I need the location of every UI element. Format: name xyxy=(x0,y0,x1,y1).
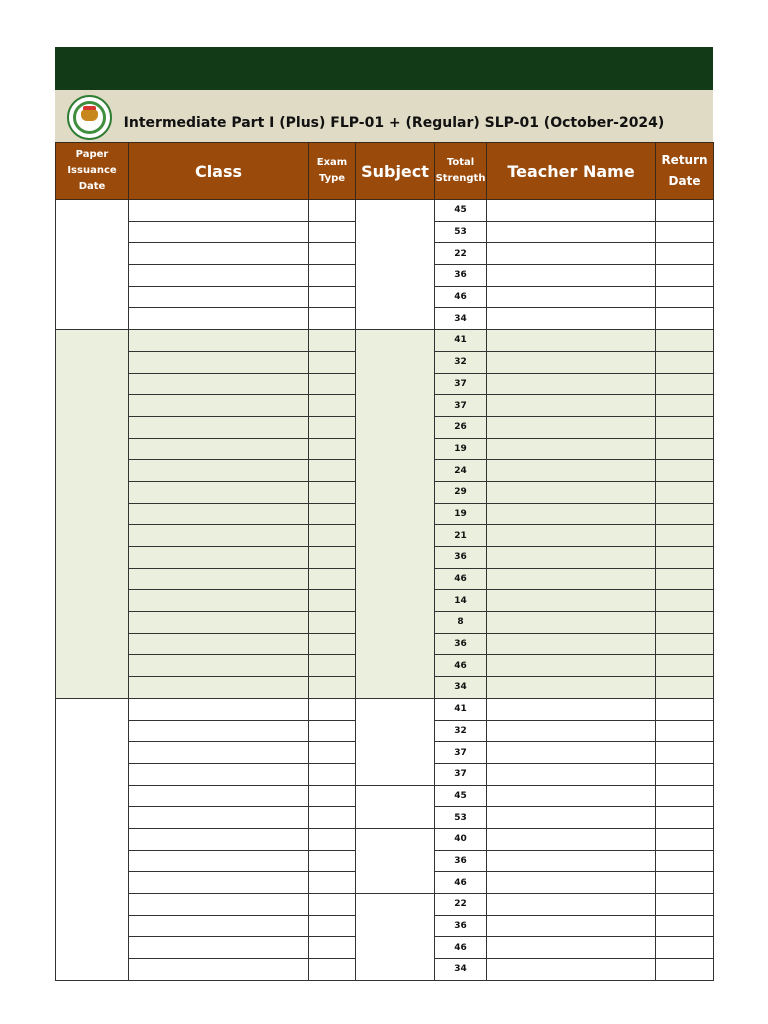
teacher-name-cell[interactable] xyxy=(487,503,656,525)
title-bar xyxy=(55,90,713,142)
total-strength-cell: 41 xyxy=(435,698,487,720)
total-strength-cell: 45 xyxy=(435,785,487,807)
table-row xyxy=(56,698,714,720)
exam-type-cell[interactable] xyxy=(309,894,356,916)
exam-type-cell[interactable] xyxy=(309,959,356,981)
exam-sheet xyxy=(55,47,713,981)
exam-type-cell[interactable] xyxy=(309,243,356,265)
exam-type-cell[interactable] xyxy=(309,308,356,330)
return-date-cell[interactable] xyxy=(656,763,714,785)
exam-type-cell[interactable] xyxy=(309,763,356,785)
return-date-cell[interactable] xyxy=(656,351,714,373)
exam-type-cell[interactable] xyxy=(309,655,356,677)
exam-type-cell[interactable] xyxy=(309,807,356,829)
total-strength-cell: 41 xyxy=(435,330,487,352)
class-cell[interactable] xyxy=(129,351,309,373)
exam-type-cell[interactable] xyxy=(309,525,356,547)
subject-cell[interactable] xyxy=(356,894,435,981)
class-cell[interactable] xyxy=(129,438,309,460)
exam-type-cell[interactable] xyxy=(309,590,356,612)
teacher-name-cell[interactable] xyxy=(487,568,656,590)
teacher-name-cell[interactable] xyxy=(487,655,656,677)
class-cell[interactable] xyxy=(129,416,309,438)
return-date-cell[interactable] xyxy=(656,612,714,634)
teacher-name-cell[interactable] xyxy=(487,612,656,634)
class-cell[interactable] xyxy=(129,547,309,569)
issuance-table xyxy=(55,142,714,981)
subject-cell[interactable] xyxy=(356,828,435,893)
class-cell[interactable] xyxy=(129,850,309,872)
return-date-cell[interactable] xyxy=(656,373,714,395)
exam-type-cell[interactable] xyxy=(309,481,356,503)
return-date-cell[interactable] xyxy=(656,894,714,916)
teacher-name-cell[interactable] xyxy=(487,200,656,222)
return-date-cell[interactable] xyxy=(656,330,714,352)
teacher-name-cell[interactable] xyxy=(487,633,656,655)
exam-type-cell[interactable] xyxy=(309,438,356,460)
teacher-name-cell[interactable] xyxy=(487,460,656,482)
return-date-cell[interactable] xyxy=(656,460,714,482)
total-strength-cell: 32 xyxy=(435,351,487,373)
total-strength-cell: 37 xyxy=(435,742,487,764)
return-date-cell[interactable] xyxy=(656,200,714,222)
total-strength-cell: 19 xyxy=(435,503,487,525)
total-strength-cell: 37 xyxy=(435,373,487,395)
class-cell[interactable] xyxy=(129,525,309,547)
class-cell[interactable] xyxy=(129,742,309,764)
teacher-name-cell[interactable] xyxy=(487,481,656,503)
total-strength-cell: 29 xyxy=(435,481,487,503)
class-cell[interactable] xyxy=(129,915,309,937)
total-strength-cell: 8 xyxy=(435,612,487,634)
teacher-name-cell[interactable] xyxy=(487,763,656,785)
total-strength-cell: 22 xyxy=(435,894,487,916)
teacher-name-cell[interactable] xyxy=(487,416,656,438)
table-body xyxy=(56,200,714,981)
header-class: Class xyxy=(129,143,309,200)
class-cell[interactable] xyxy=(129,330,309,352)
return-date-cell[interactable] xyxy=(656,286,714,308)
exam-type-cell[interactable] xyxy=(309,742,356,764)
total-strength-cell: 46 xyxy=(435,872,487,894)
return-date-cell[interactable] xyxy=(656,590,714,612)
exam-type-cell[interactable] xyxy=(309,872,356,894)
class-cell[interactable] xyxy=(129,373,309,395)
teacher-name-cell[interactable] xyxy=(487,221,656,243)
subject-cell[interactable] xyxy=(356,785,435,828)
teacher-name-cell[interactable] xyxy=(487,265,656,287)
class-cell[interactable] xyxy=(129,590,309,612)
teacher-name-cell[interactable] xyxy=(487,850,656,872)
total-strength-cell: 53 xyxy=(435,807,487,829)
table-row xyxy=(56,828,714,850)
class-cell[interactable] xyxy=(129,959,309,981)
return-date-cell[interactable] xyxy=(656,785,714,807)
teacher-name-cell[interactable] xyxy=(487,807,656,829)
teacher-name-cell[interactable] xyxy=(487,243,656,265)
header-teacher-name: Teacher Name xyxy=(487,143,656,200)
exam-type-cell[interactable] xyxy=(309,828,356,850)
exam-type-cell[interactable] xyxy=(309,416,356,438)
class-cell[interactable] xyxy=(129,807,309,829)
teacher-name-cell[interactable] xyxy=(487,677,656,699)
return-date-cell[interactable] xyxy=(656,308,714,330)
total-strength-cell: 36 xyxy=(435,265,487,287)
exam-type-cell[interactable] xyxy=(309,612,356,634)
teacher-name-cell[interactable] xyxy=(487,286,656,308)
class-cell[interactable] xyxy=(129,720,309,742)
return-date-cell[interactable] xyxy=(656,265,714,287)
class-cell[interactable] xyxy=(129,612,309,634)
table-row xyxy=(56,785,714,807)
teacher-name-cell[interactable] xyxy=(487,915,656,937)
return-date-cell[interactable] xyxy=(656,221,714,243)
teacher-name-cell[interactable] xyxy=(487,959,656,981)
teacher-name-cell[interactable] xyxy=(487,872,656,894)
total-strength-cell: 45 xyxy=(435,200,487,222)
exam-type-cell[interactable] xyxy=(309,915,356,937)
teacher-name-cell[interactable] xyxy=(487,720,656,742)
sheet-title: Intermediate Part I (Plus) FLP-01 + (Regular) SLP-01 (October-2024) xyxy=(123,115,665,131)
class-cell[interactable] xyxy=(129,265,309,287)
return-date-cell[interactable] xyxy=(656,959,714,981)
teacher-name-cell[interactable] xyxy=(487,525,656,547)
header-return-date: Return Date xyxy=(656,143,714,200)
table-row xyxy=(56,894,714,916)
return-date-cell[interactable] xyxy=(656,243,714,265)
exam-type-cell[interactable] xyxy=(309,677,356,699)
class-cell[interactable] xyxy=(129,481,309,503)
exam-type-cell[interactable] xyxy=(309,460,356,482)
table-row xyxy=(56,330,714,352)
total-strength-cell: 26 xyxy=(435,416,487,438)
total-strength-cell: 37 xyxy=(435,395,487,417)
return-date-cell[interactable] xyxy=(656,568,714,590)
class-cell[interactable] xyxy=(129,503,309,525)
return-date-cell[interactable] xyxy=(656,828,714,850)
exam-type-cell[interactable] xyxy=(309,547,356,569)
teacher-name-cell[interactable] xyxy=(487,308,656,330)
return-date-cell[interactable] xyxy=(656,525,714,547)
subject-cell[interactable] xyxy=(356,698,435,785)
total-strength-cell: 34 xyxy=(435,959,487,981)
total-strength-cell: 22 xyxy=(435,243,487,265)
total-strength-cell: 37 xyxy=(435,763,487,785)
total-strength-cell: 32 xyxy=(435,720,487,742)
class-cell[interactable] xyxy=(129,763,309,785)
class-cell[interactable] xyxy=(129,286,309,308)
return-date-cell[interactable] xyxy=(656,742,714,764)
exam-type-cell[interactable] xyxy=(309,330,356,352)
exam-type-cell[interactable] xyxy=(309,351,356,373)
total-strength-cell: 53 xyxy=(435,221,487,243)
exam-type-cell[interactable] xyxy=(309,937,356,959)
return-date-cell[interactable] xyxy=(656,481,714,503)
class-cell[interactable] xyxy=(129,698,309,720)
teacher-name-cell[interactable] xyxy=(487,330,656,352)
return-date-cell[interactable] xyxy=(656,720,714,742)
teacher-name-cell[interactable] xyxy=(487,785,656,807)
paper-date-cell[interactable] xyxy=(56,330,129,699)
total-strength-cell: 46 xyxy=(435,655,487,677)
total-strength-cell: 46 xyxy=(435,568,487,590)
teacher-name-cell[interactable] xyxy=(487,590,656,612)
class-cell[interactable] xyxy=(129,568,309,590)
class-cell[interactable] xyxy=(129,395,309,417)
exam-type-cell[interactable] xyxy=(309,568,356,590)
return-date-cell[interactable] xyxy=(656,850,714,872)
class-cell[interactable] xyxy=(129,221,309,243)
total-strength-cell: 40 xyxy=(435,828,487,850)
total-strength-cell: 46 xyxy=(435,937,487,959)
teacher-name-cell[interactable] xyxy=(487,894,656,916)
teacher-name-cell[interactable] xyxy=(487,351,656,373)
teacher-name-cell[interactable] xyxy=(487,828,656,850)
exam-type-cell[interactable] xyxy=(309,395,356,417)
total-strength-cell: 36 xyxy=(435,850,487,872)
header-exam-type: Exam Type xyxy=(309,143,356,200)
total-strength-cell: 36 xyxy=(435,915,487,937)
class-cell[interactable] xyxy=(129,308,309,330)
return-date-cell[interactable] xyxy=(656,872,714,894)
exam-type-cell[interactable] xyxy=(309,286,356,308)
total-strength-cell: 34 xyxy=(435,677,487,699)
class-cell[interactable] xyxy=(129,872,309,894)
return-date-cell[interactable] xyxy=(656,937,714,959)
total-strength-cell: 19 xyxy=(435,438,487,460)
return-date-cell[interactable] xyxy=(656,547,714,569)
class-cell[interactable] xyxy=(129,655,309,677)
table-row xyxy=(56,200,714,222)
class-cell[interactable] xyxy=(129,785,309,807)
exam-type-cell[interactable] xyxy=(309,503,356,525)
class-cell[interactable] xyxy=(129,828,309,850)
teacher-name-cell[interactable] xyxy=(487,395,656,417)
total-strength-cell: 14 xyxy=(435,590,487,612)
teacher-name-cell[interactable] xyxy=(487,698,656,720)
header-row xyxy=(56,143,714,200)
class-cell[interactable] xyxy=(129,894,309,916)
total-strength-cell: 24 xyxy=(435,460,487,482)
return-date-cell[interactable] xyxy=(656,655,714,677)
teacher-name-cell[interactable] xyxy=(487,742,656,764)
total-strength-cell: 21 xyxy=(435,525,487,547)
return-date-cell[interactable] xyxy=(656,395,714,417)
return-date-cell[interactable] xyxy=(656,503,714,525)
total-strength-cell: 34 xyxy=(435,308,487,330)
exam-type-cell[interactable] xyxy=(309,265,356,287)
class-cell[interactable] xyxy=(129,633,309,655)
class-cell[interactable] xyxy=(129,937,309,959)
exam-type-cell[interactable] xyxy=(309,850,356,872)
teacher-name-cell[interactable] xyxy=(487,547,656,569)
header-subject: Subject xyxy=(356,143,435,200)
return-date-cell[interactable] xyxy=(656,677,714,699)
exam-type-cell[interactable] xyxy=(309,221,356,243)
top-banner xyxy=(55,47,713,90)
class-cell[interactable] xyxy=(129,200,309,222)
subject-cell[interactable] xyxy=(356,200,435,330)
return-date-cell[interactable] xyxy=(656,698,714,720)
return-date-cell[interactable] xyxy=(656,807,714,829)
header-total-strength: Total Strength xyxy=(435,143,487,200)
teacher-name-cell[interactable] xyxy=(487,438,656,460)
teacher-name-cell[interactable] xyxy=(487,937,656,959)
subject-cell[interactable] xyxy=(356,330,435,699)
class-cell[interactable] xyxy=(129,243,309,265)
exam-type-cell[interactable] xyxy=(309,633,356,655)
paper-date-cell[interactable] xyxy=(56,200,129,330)
exam-type-cell[interactable] xyxy=(309,698,356,720)
class-cell[interactable] xyxy=(129,677,309,699)
class-cell[interactable] xyxy=(129,460,309,482)
header-paper-date: Paper Issuance Date xyxy=(56,143,129,200)
exam-type-cell[interactable] xyxy=(309,200,356,222)
paper-date-cell[interactable] xyxy=(56,698,129,980)
teacher-name-cell[interactable] xyxy=(487,373,656,395)
exam-type-cell[interactable] xyxy=(309,720,356,742)
total-strength-cell: 46 xyxy=(435,286,487,308)
exam-type-cell[interactable] xyxy=(309,785,356,807)
return-date-cell[interactable] xyxy=(656,633,714,655)
exam-type-cell[interactable] xyxy=(309,373,356,395)
return-date-cell[interactable] xyxy=(656,915,714,937)
total-strength-cell: 36 xyxy=(435,547,487,569)
return-date-cell[interactable] xyxy=(656,438,714,460)
total-strength-cell: 36 xyxy=(435,633,487,655)
return-date-cell[interactable] xyxy=(656,416,714,438)
